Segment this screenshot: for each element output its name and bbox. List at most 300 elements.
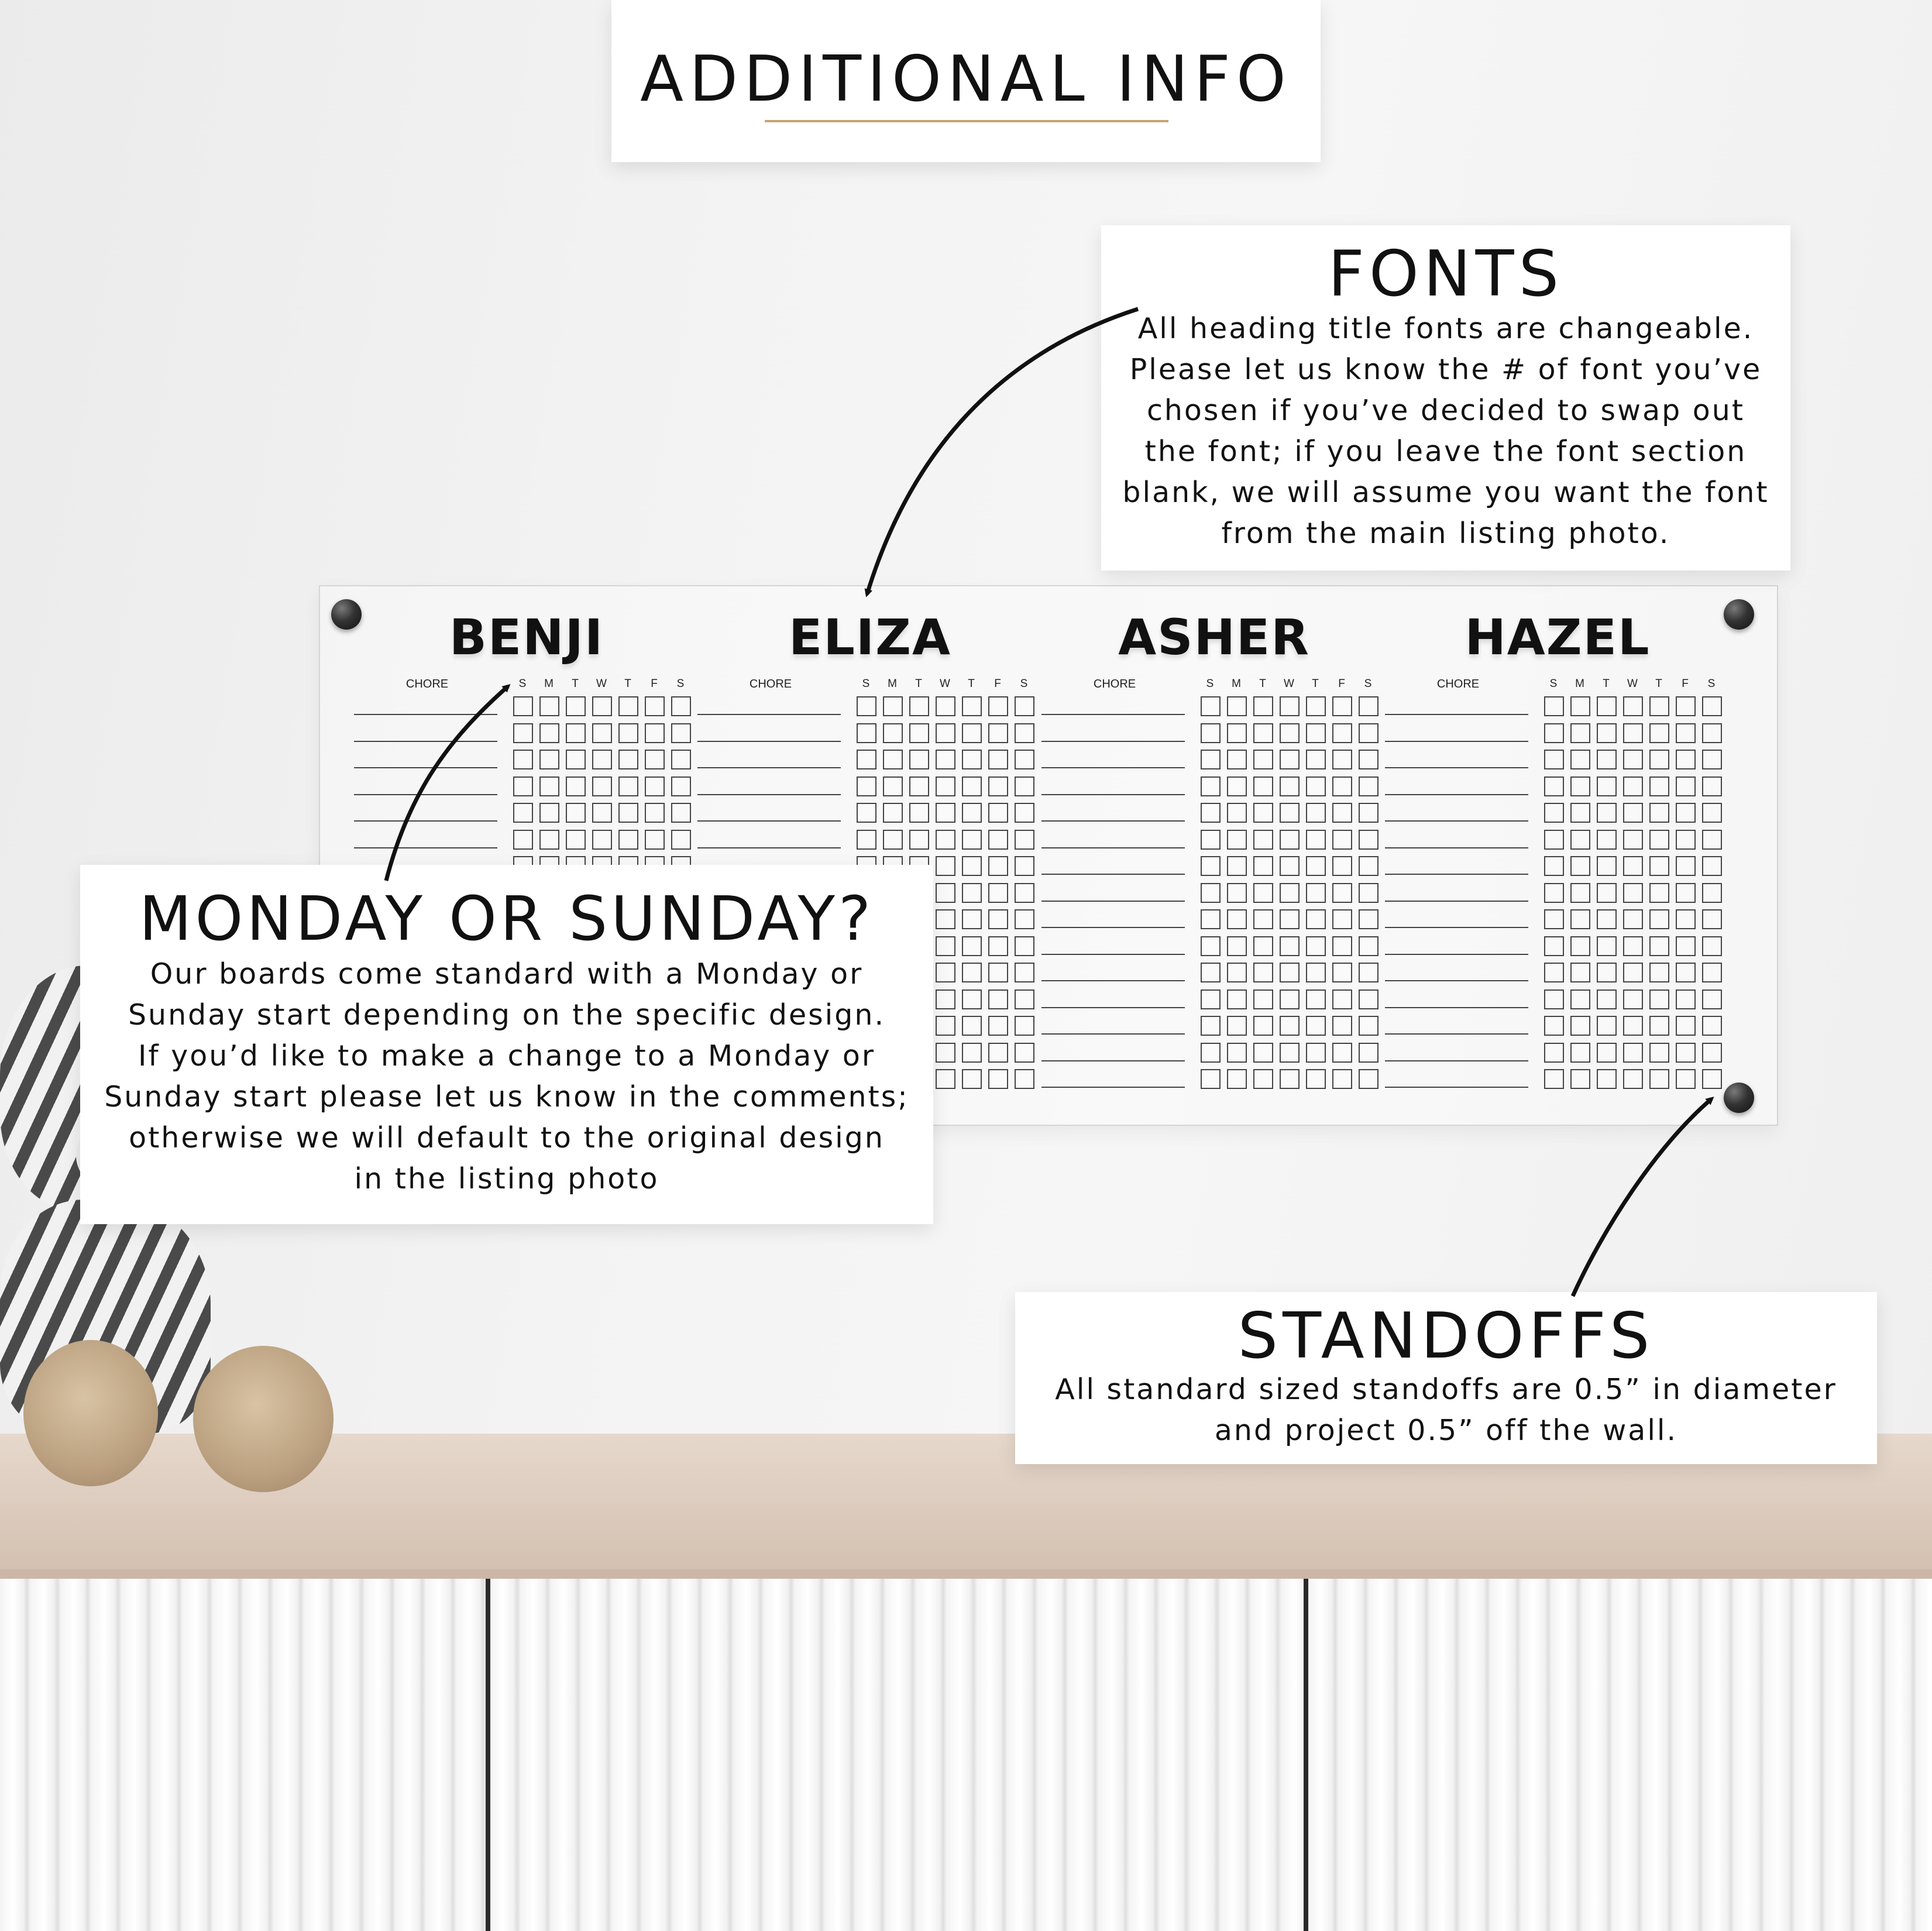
checkbox[interactable]	[1544, 803, 1564, 823]
checkbox[interactable]	[1649, 1043, 1669, 1063]
checkbox[interactable]	[645, 830, 665, 850]
checkbox[interactable]	[1280, 723, 1300, 743]
checkbox[interactable]	[1306, 1016, 1326, 1036]
chore-line[interactable]	[354, 794, 497, 795]
chore-line[interactable]	[1385, 874, 1528, 875]
checkbox[interactable]	[1597, 856, 1617, 876]
checkbox[interactable]	[988, 963, 1008, 982]
checkbox[interactable]	[566, 776, 586, 796]
checkbox[interactable]	[1570, 1016, 1590, 1036]
chore-line[interactable]	[354, 847, 497, 848]
chore-line[interactable]	[697, 794, 841, 795]
checkbox[interactable]	[962, 856, 982, 876]
checkbox[interactable]	[1359, 856, 1378, 876]
checkbox[interactable]	[1597, 909, 1617, 929]
checkbox[interactable]	[909, 803, 929, 823]
checkbox[interactable]	[936, 909, 955, 929]
checkbox[interactable]	[671, 776, 691, 796]
chore-line[interactable]	[697, 714, 841, 715]
checkbox[interactable]	[1306, 696, 1326, 716]
checkbox[interactable]	[566, 750, 586, 769]
chore-line[interactable]	[1041, 847, 1185, 848]
checkbox[interactable]	[1253, 989, 1273, 1009]
checkbox[interactable]	[1570, 723, 1590, 743]
checkbox[interactable]	[645, 696, 665, 716]
chore-line[interactable]	[1385, 794, 1528, 795]
checkbox[interactable]	[988, 696, 1008, 716]
checkbox[interactable]	[1306, 909, 1326, 929]
checkbox[interactable]	[1702, 963, 1722, 982]
checkbox[interactable]	[1227, 1043, 1247, 1063]
checkbox[interactable]	[988, 750, 1008, 769]
checkbox[interactable]	[883, 776, 903, 796]
checkbox[interactable]	[936, 963, 955, 982]
checkbox[interactable]	[671, 696, 691, 716]
checkbox[interactable]	[513, 776, 533, 796]
checkbox[interactable]	[936, 856, 955, 876]
checkbox[interactable]	[1544, 989, 1564, 1009]
checkbox[interactable]	[1570, 883, 1590, 903]
checkbox[interactable]	[1253, 1069, 1273, 1089]
checkbox[interactable]	[988, 936, 1008, 956]
checkbox[interactable]	[1332, 909, 1352, 929]
checkbox[interactable]	[671, 803, 691, 823]
checkbox[interactable]	[883, 723, 903, 743]
checkbox[interactable]	[1280, 989, 1300, 1009]
checkbox[interactable]	[962, 830, 982, 850]
checkbox[interactable]	[1676, 1016, 1696, 1036]
checkbox[interactable]	[1332, 723, 1352, 743]
checkbox[interactable]	[1359, 909, 1378, 929]
checkbox[interactable]	[1332, 989, 1352, 1009]
chore-line[interactable]	[1041, 1060, 1185, 1061]
checkbox[interactable]	[1015, 989, 1034, 1009]
checkbox[interactable]	[1623, 856, 1643, 876]
checkbox[interactable]	[962, 1069, 982, 1089]
checkbox[interactable]	[1544, 776, 1564, 796]
checkbox[interactable]	[1623, 989, 1643, 1009]
checkbox[interactable]	[1253, 1016, 1273, 1036]
checkbox[interactable]	[1227, 696, 1247, 716]
checkbox[interactable]	[1359, 1016, 1378, 1036]
checkbox[interactable]	[1649, 936, 1669, 956]
checkbox[interactable]	[1201, 696, 1221, 716]
checkbox[interactable]	[1306, 963, 1326, 982]
checkbox[interactable]	[1623, 1016, 1643, 1036]
checkbox[interactable]	[1676, 909, 1696, 929]
checkbox[interactable]	[883, 750, 903, 769]
checkbox[interactable]	[1332, 1043, 1352, 1063]
checkbox[interactable]	[962, 963, 982, 982]
checkbox[interactable]	[1676, 856, 1696, 876]
checkbox[interactable]	[1227, 776, 1247, 796]
checkbox[interactable]	[1359, 989, 1378, 1009]
checkbox[interactable]	[566, 696, 586, 716]
checkbox[interactable]	[1702, 936, 1722, 956]
checkbox[interactable]	[1015, 936, 1034, 956]
checkbox[interactable]	[1280, 1043, 1300, 1063]
checkbox[interactable]	[962, 989, 982, 1009]
checkbox[interactable]	[883, 696, 903, 716]
checkbox[interactable]	[1227, 803, 1247, 823]
checkbox[interactable]	[936, 830, 955, 850]
checkbox[interactable]	[566, 723, 586, 743]
checkbox[interactable]	[1253, 830, 1273, 850]
checkbox[interactable]	[1201, 856, 1221, 876]
chore-line[interactable]	[1041, 741, 1185, 742]
checkbox[interactable]	[1280, 909, 1300, 929]
checkbox[interactable]	[1597, 1043, 1617, 1063]
checkbox[interactable]	[1015, 1069, 1034, 1089]
checkbox[interactable]	[1597, 989, 1617, 1009]
checkbox[interactable]	[1015, 696, 1034, 716]
chore-line[interactable]	[354, 714, 497, 715]
checkbox[interactable]	[1227, 963, 1247, 982]
checkbox[interactable]	[1702, 1043, 1722, 1063]
checkbox[interactable]	[1201, 723, 1221, 743]
checkbox[interactable]	[857, 696, 876, 716]
chore-line[interactable]	[1041, 980, 1185, 981]
checkbox[interactable]	[592, 723, 612, 743]
chore-line[interactable]	[1041, 794, 1185, 795]
checkbox[interactable]	[539, 696, 559, 716]
checkbox[interactable]	[1201, 883, 1221, 903]
checkbox[interactable]	[1702, 750, 1722, 769]
checkbox[interactable]	[857, 803, 876, 823]
checkbox[interactable]	[988, 723, 1008, 743]
checkbox[interactable]	[988, 1069, 1008, 1089]
chore-line[interactable]	[1385, 741, 1528, 742]
chore-line[interactable]	[1385, 767, 1528, 768]
checkbox[interactable]	[1649, 723, 1669, 743]
checkbox[interactable]	[1359, 750, 1378, 769]
checkbox[interactable]	[1676, 723, 1696, 743]
checkbox[interactable]	[1253, 1043, 1273, 1063]
checkbox[interactable]	[1253, 856, 1273, 876]
checkbox[interactable]	[1570, 936, 1590, 956]
checkbox[interactable]	[962, 723, 982, 743]
checkbox[interactable]	[1201, 830, 1221, 850]
checkbox[interactable]	[1570, 776, 1590, 796]
chore-line[interactable]	[1385, 714, 1528, 715]
checkbox[interactable]	[1015, 856, 1034, 876]
chore-line[interactable]	[1385, 927, 1528, 928]
checkbox[interactable]	[1280, 856, 1300, 876]
checkbox[interactable]	[1597, 776, 1617, 796]
checkbox[interactable]	[566, 803, 586, 823]
checkbox[interactable]	[566, 830, 586, 850]
checkbox[interactable]	[1702, 723, 1722, 743]
checkbox[interactable]	[1201, 909, 1221, 929]
checkbox[interactable]	[1570, 1069, 1590, 1089]
checkbox[interactable]	[1597, 963, 1617, 982]
checkbox[interactable]	[1623, 723, 1643, 743]
checkbox[interactable]	[1544, 750, 1564, 769]
checkbox[interactable]	[1280, 750, 1300, 769]
checkbox[interactable]	[1201, 989, 1221, 1009]
checkbox[interactable]	[1649, 989, 1669, 1009]
checkbox[interactable]	[1623, 830, 1643, 850]
checkbox[interactable]	[1359, 963, 1378, 982]
checkbox[interactable]	[1649, 750, 1669, 769]
checkbox[interactable]	[592, 803, 612, 823]
checkbox[interactable]	[1332, 803, 1352, 823]
checkbox[interactable]	[1570, 830, 1590, 850]
checkbox[interactable]	[936, 1043, 955, 1063]
checkbox[interactable]	[618, 830, 638, 850]
checkbox[interactable]	[1544, 963, 1564, 982]
checkbox[interactable]	[936, 883, 955, 903]
checkbox[interactable]	[1280, 696, 1300, 716]
chore-line[interactable]	[697, 767, 841, 768]
checkbox[interactable]	[1306, 776, 1326, 796]
checkbox[interactable]	[1649, 830, 1669, 850]
checkbox[interactable]	[1227, 909, 1247, 929]
checkbox[interactable]	[1280, 883, 1300, 903]
checkbox[interactable]	[645, 803, 665, 823]
checkbox[interactable]	[1702, 989, 1722, 1009]
checkbox[interactable]	[1306, 1043, 1326, 1063]
checkbox[interactable]	[1332, 1069, 1352, 1089]
checkbox[interactable]	[962, 803, 982, 823]
checkbox[interactable]	[592, 776, 612, 796]
chore-line[interactable]	[1041, 954, 1185, 955]
chore-line[interactable]	[1385, 820, 1528, 822]
checkbox[interactable]	[1649, 1069, 1669, 1089]
chore-line[interactable]	[1041, 1007, 1185, 1008]
checkbox[interactable]	[1227, 723, 1247, 743]
checkbox[interactable]	[1015, 723, 1034, 743]
checkbox[interactable]	[1544, 936, 1564, 956]
checkbox[interactable]	[539, 776, 559, 796]
checkbox[interactable]	[1359, 803, 1378, 823]
checkbox[interactable]	[1702, 696, 1722, 716]
checkbox[interactable]	[1649, 1016, 1669, 1036]
checkbox[interactable]	[1676, 1069, 1696, 1089]
checkbox[interactable]	[1306, 936, 1326, 956]
checkbox[interactable]	[1359, 696, 1378, 716]
checkbox[interactable]	[1544, 1016, 1564, 1036]
checkbox[interactable]	[1280, 1069, 1300, 1089]
checkbox[interactable]	[1015, 776, 1034, 796]
chore-line[interactable]	[1385, 1007, 1528, 1008]
checkbox[interactable]	[1702, 856, 1722, 876]
checkbox[interactable]	[1623, 1043, 1643, 1063]
checkbox[interactable]	[671, 750, 691, 769]
checkbox[interactable]	[1201, 750, 1221, 769]
checkbox[interactable]	[936, 936, 955, 956]
checkbox[interactable]	[592, 750, 612, 769]
checkbox[interactable]	[618, 776, 638, 796]
checkbox[interactable]	[1544, 883, 1564, 903]
chore-line[interactable]	[354, 820, 497, 822]
checkbox[interactable]	[962, 909, 982, 929]
checkbox[interactable]	[883, 803, 903, 823]
checkbox[interactable]	[1702, 830, 1722, 850]
chore-line[interactable]	[697, 741, 841, 742]
checkbox[interactable]	[1227, 856, 1247, 876]
checkbox[interactable]	[1280, 776, 1300, 796]
checkbox[interactable]	[1015, 750, 1034, 769]
checkbox[interactable]	[909, 830, 929, 850]
checkbox[interactable]	[1570, 696, 1590, 716]
checkbox[interactable]	[1280, 963, 1300, 982]
checkbox[interactable]	[1676, 803, 1696, 823]
checkbox[interactable]	[962, 1043, 982, 1063]
checkbox[interactable]	[645, 723, 665, 743]
checkbox[interactable]	[936, 750, 955, 769]
checkbox[interactable]	[857, 776, 876, 796]
checkbox[interactable]	[936, 803, 955, 823]
checkbox[interactable]	[1597, 883, 1617, 903]
checkbox[interactable]	[1623, 1069, 1643, 1089]
checkbox[interactable]	[1676, 830, 1696, 850]
chore-line[interactable]	[1385, 901, 1528, 902]
checkbox[interactable]	[1227, 830, 1247, 850]
checkbox[interactable]	[1359, 936, 1378, 956]
chore-line[interactable]	[1041, 820, 1185, 822]
checkbox[interactable]	[1649, 883, 1669, 903]
checkbox[interactable]	[1201, 963, 1221, 982]
checkbox[interactable]	[1227, 883, 1247, 903]
chore-line[interactable]	[1041, 1087, 1185, 1088]
checkbox[interactable]	[1570, 963, 1590, 982]
checkbox[interactable]	[1015, 909, 1034, 929]
checkbox[interactable]	[1676, 936, 1696, 956]
checkbox[interactable]	[1570, 909, 1590, 929]
checkbox[interactable]	[1623, 909, 1643, 929]
checkbox[interactable]	[988, 776, 1008, 796]
checkbox[interactable]	[1227, 1016, 1247, 1036]
checkbox[interactable]	[1649, 856, 1669, 876]
checkbox[interactable]	[1332, 750, 1352, 769]
checkbox[interactable]	[962, 750, 982, 769]
checkbox[interactable]	[1332, 696, 1352, 716]
checkbox[interactable]	[1359, 1069, 1378, 1089]
checkbox[interactable]	[1570, 803, 1590, 823]
checkbox[interactable]	[1623, 750, 1643, 769]
checkbox[interactable]	[1570, 989, 1590, 1009]
checkbox[interactable]	[909, 750, 929, 769]
checkbox[interactable]	[1306, 803, 1326, 823]
checkbox[interactable]	[1280, 1016, 1300, 1036]
chore-line[interactable]	[1041, 767, 1185, 768]
chore-line[interactable]	[1385, 1033, 1528, 1035]
checkbox[interactable]	[539, 723, 559, 743]
checkbox[interactable]	[1544, 1069, 1564, 1089]
chore-line[interactable]	[1385, 1060, 1528, 1061]
checkbox[interactable]	[1227, 1069, 1247, 1089]
checkbox[interactable]	[1676, 1043, 1696, 1063]
checkbox[interactable]	[1544, 830, 1564, 850]
checkbox[interactable]	[988, 989, 1008, 1009]
checkbox[interactable]	[1280, 803, 1300, 823]
checkbox[interactable]	[988, 1016, 1008, 1036]
checkbox[interactable]	[592, 830, 612, 850]
chore-line[interactable]	[1041, 927, 1185, 928]
chore-line[interactable]	[1385, 954, 1528, 955]
checkbox[interactable]	[1015, 803, 1034, 823]
checkbox[interactable]	[988, 883, 1008, 903]
checkbox[interactable]	[962, 696, 982, 716]
checkbox[interactable]	[962, 936, 982, 956]
checkbox[interactable]	[618, 750, 638, 769]
checkbox[interactable]	[1570, 750, 1590, 769]
checkbox[interactable]	[1676, 750, 1696, 769]
checkbox[interactable]	[1015, 1016, 1034, 1036]
checkbox[interactable]	[1227, 750, 1247, 769]
checkbox[interactable]	[1623, 696, 1643, 716]
checkbox[interactable]	[1306, 856, 1326, 876]
checkbox[interactable]	[1332, 963, 1352, 982]
checkbox[interactable]	[857, 723, 876, 743]
checkbox[interactable]	[1332, 856, 1352, 876]
checkbox[interactable]	[1359, 723, 1378, 743]
checkbox[interactable]	[909, 776, 929, 796]
checkbox[interactable]	[909, 696, 929, 716]
chore-line[interactable]	[697, 847, 841, 848]
checkbox[interactable]	[1201, 776, 1221, 796]
checkbox[interactable]	[513, 750, 533, 769]
checkbox[interactable]	[988, 909, 1008, 929]
checkbox[interactable]	[1306, 750, 1326, 769]
checkbox[interactable]	[1253, 909, 1273, 929]
checkbox[interactable]	[936, 696, 955, 716]
checkbox[interactable]	[671, 830, 691, 850]
checkbox[interactable]	[1306, 989, 1326, 1009]
checkbox[interactable]	[1676, 696, 1696, 716]
checkbox[interactable]	[1280, 830, 1300, 850]
checkbox[interactable]	[1623, 883, 1643, 903]
checkbox[interactable]	[883, 830, 903, 850]
checkbox[interactable]	[1227, 989, 1247, 1009]
chore-line[interactable]	[354, 741, 497, 742]
checkbox[interactable]	[1676, 776, 1696, 796]
checkbox[interactable]	[1676, 963, 1696, 982]
checkbox[interactable]	[988, 856, 1008, 876]
checkbox[interactable]	[936, 723, 955, 743]
checkbox[interactable]	[1597, 1016, 1617, 1036]
checkbox[interactable]	[1570, 856, 1590, 876]
checkbox[interactable]	[1332, 830, 1352, 850]
checkbox[interactable]	[1306, 830, 1326, 850]
checkbox[interactable]	[513, 830, 533, 850]
checkbox[interactable]	[1359, 1043, 1378, 1063]
checkbox[interactable]	[1649, 963, 1669, 982]
checkbox[interactable]	[1649, 776, 1669, 796]
checkbox[interactable]	[1306, 723, 1326, 743]
checkbox[interactable]	[1544, 723, 1564, 743]
checkbox[interactable]	[1597, 936, 1617, 956]
chore-line[interactable]	[1041, 714, 1185, 715]
checkbox[interactable]	[936, 989, 955, 1009]
checkbox[interactable]	[857, 750, 876, 769]
checkbox[interactable]	[1332, 776, 1352, 796]
checkbox[interactable]	[1597, 803, 1617, 823]
checkbox[interactable]	[909, 723, 929, 743]
checkbox[interactable]	[1702, 883, 1722, 903]
chore-line[interactable]	[1385, 980, 1528, 981]
checkbox[interactable]	[857, 830, 876, 850]
checkbox[interactable]	[1201, 936, 1221, 956]
checkbox[interactable]	[1702, 776, 1722, 796]
checkbox[interactable]	[1623, 963, 1643, 982]
checkbox[interactable]	[513, 723, 533, 743]
checkbox[interactable]	[1544, 1043, 1564, 1063]
checkbox[interactable]	[513, 803, 533, 823]
checkbox[interactable]	[1570, 1043, 1590, 1063]
checkbox[interactable]	[539, 830, 559, 850]
